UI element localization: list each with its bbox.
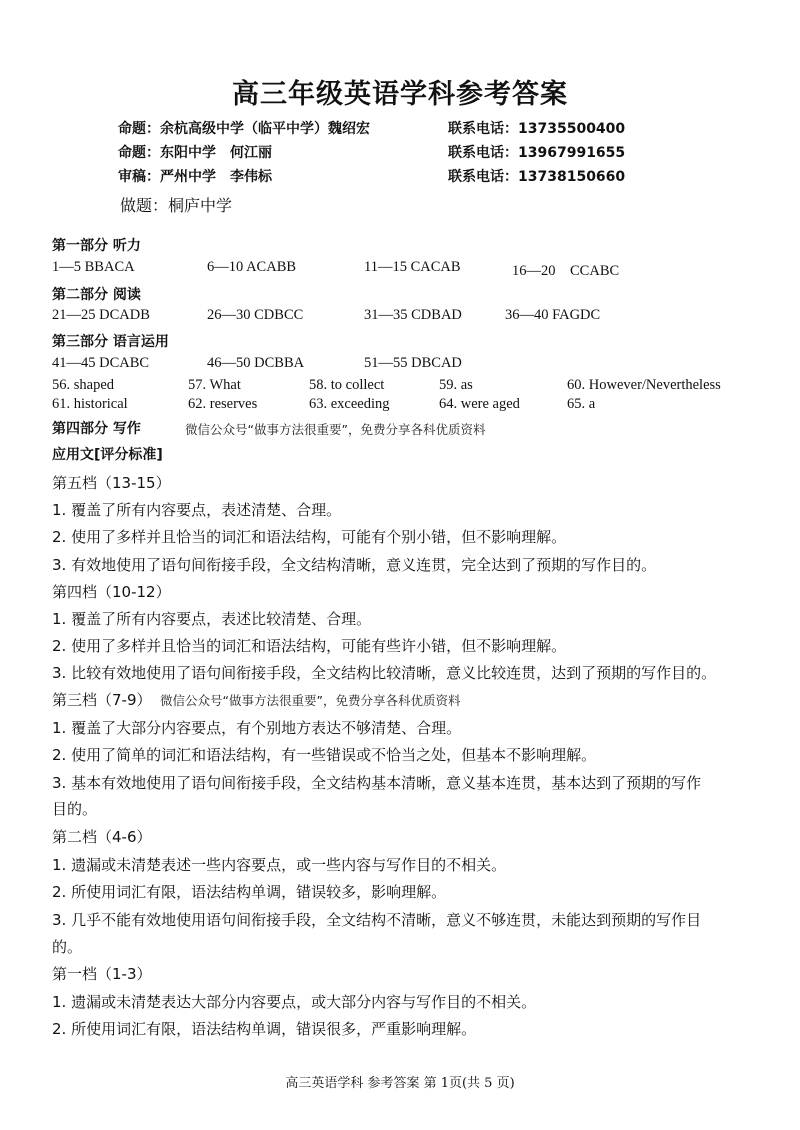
part1-answer-3: 11—15 CACAB <box>364 259 461 275</box>
fill-63: 63. exceeding <box>309 396 390 412</box>
fill-62: 62. reserves <box>188 396 258 412</box>
level-4-item-1: 1. 覆盖了所有内容要点，表述比较清楚、合理。 <box>52 610 372 628</box>
fill-65: 65. a <box>567 396 596 412</box>
fill-56: 56. shaped <box>52 377 115 393</box>
part3-answer-3: 51—55 DBCAD <box>364 355 462 371</box>
fill-61: 61. historical <box>52 396 128 412</box>
fill-64: 64. were aged <box>439 396 520 412</box>
phone-1: 联系电话：13735500400 <box>448 121 626 137</box>
level-3-item-2: 2. 使用了简单的词汇和语法结构，有一些错误或不恰当之处，但基本不影响理解。 <box>52 746 597 764</box>
level-2-item-1: 1. 遗漏或未清楚表述一些内容要点，或一些内容与写作目的不相关。 <box>52 856 507 874</box>
author-2: 命题：东阳中学 何江丽 <box>118 145 272 161</box>
part2-answer-3: 31—35 CDBAD <box>364 307 462 323</box>
fill-59: 59. as <box>439 377 473 393</box>
part2-answer-4: 36—40 FAGDC <box>505 307 601 323</box>
level-3-label: 第三档（7-9） <box>52 691 152 709</box>
level-5-item-3: 3. 有效地使用了语句间衔接手段，全文结构清晰，意义连贯，完全达到了预期的写作目的。 <box>52 556 657 574</box>
level-3-item-3: 3. 基本有效地使用了语句间衔接手段，全文结构基本清晰，意义基本连贯，基本达到了预期的写作 <box>52 774 702 792</box>
level-4-item-2: 2. 使用了多样并且恰当的词汇和语法结构，可能有些许小错，但不影响理解。 <box>52 637 567 655</box>
part2-answer-1: 21—25 DCADB <box>52 307 150 323</box>
page-footer: 高三英语学科 参考答案 第 1页(共 5 页) <box>285 1076 515 1091</box>
level-3-item-1: 1. 覆盖了大部分内容要点，有个别地方表达不够清楚、合理。 <box>52 719 462 737</box>
fill-57: 57. What <box>188 377 241 393</box>
rubric-heading: 应用文[评分标准] <box>52 447 163 463</box>
level-5-label: 第五档（13-15） <box>52 474 171 492</box>
level-1-label: 第一档（1-3） <box>52 965 152 983</box>
part1-answer-4: 16—20 CCABC <box>512 263 620 279</box>
solver-school: 做题：桐庐中学 <box>120 196 233 215</box>
watermark-note-1: 微信公众号“做事方法很重要”，免费分享各科优质资料 <box>185 422 486 437</box>
part1-heading: 第一部分 听力 <box>52 238 141 254</box>
level-1-item-1: 1. 遗漏或未清楚表达大部分内容要点，或大部分内容与写作目的不相关。 <box>52 993 537 1011</box>
level-2-item-3-cont: 的。 <box>52 938 83 956</box>
level-5-item-1: 1. 覆盖了所有内容要点，表述清楚、合理。 <box>52 501 342 519</box>
part3-answer-1: 41—45 DCABC <box>52 355 150 371</box>
phone-2: 联系电话：13967991655 <box>448 145 626 161</box>
reviewer: 审稿：严州中学 李伟标 <box>118 169 272 185</box>
level-4-label: 第四档（10-12） <box>52 583 171 601</box>
fill-60: 60. However/Nevertheless <box>567 377 721 393</box>
watermark-note-2: 微信公众号“做事方法很重要”，免费分享各科优质资料 <box>160 693 461 708</box>
part3-answer-2: 46—50 DCBBA <box>207 355 305 371</box>
part2-answer-2: 26—30 CDBCC <box>207 307 304 323</box>
phone-3: 联系电话：13738150660 <box>448 169 626 185</box>
level-3-item-3-cont: 目的。 <box>52 800 98 818</box>
fill-58: 58. to collect <box>309 377 385 393</box>
level-2-label: 第二档（4-6） <box>52 828 152 846</box>
part1-answer-2: 6—10 ACABB <box>207 259 297 275</box>
level-4-item-3: 3. 比较有效地使用了语句间衔接手段，全文结构比较清晰，意义比较连贯，达到了预期的写作目的。 <box>52 664 717 682</box>
part4-heading: 第四部分 写作 <box>52 421 141 437</box>
part1-answer-1: 1—5 BBACA <box>52 259 135 275</box>
level-5-item-2: 2. 使用了多样并且恰当的词汇和语法结构，可能有个别小错，但不影响理解。 <box>52 528 567 546</box>
page-title: 高三年级英语学科参考答案 <box>232 79 568 110</box>
level-1-item-2: 2. 所使用词汇有限，语法结构单调，错误很多，严重影响理解。 <box>52 1020 477 1038</box>
author-1: 命题：余杭高级中学（临平中学）魏绍宏 <box>118 121 370 137</box>
level-2-item-2: 2. 所使用词汇有限，语法结构单调，错误较多，影响理解。 <box>52 883 447 901</box>
part3-heading: 第三部分 语言运用 <box>52 334 169 350</box>
level-2-item-3: 3. 几乎不能有效地使用语句间衔接手段，全文结构不清晰，意义不够连贯，未能达到预期的写作目 <box>52 911 702 929</box>
part2-heading: 第二部分 阅读 <box>52 287 141 303</box>
